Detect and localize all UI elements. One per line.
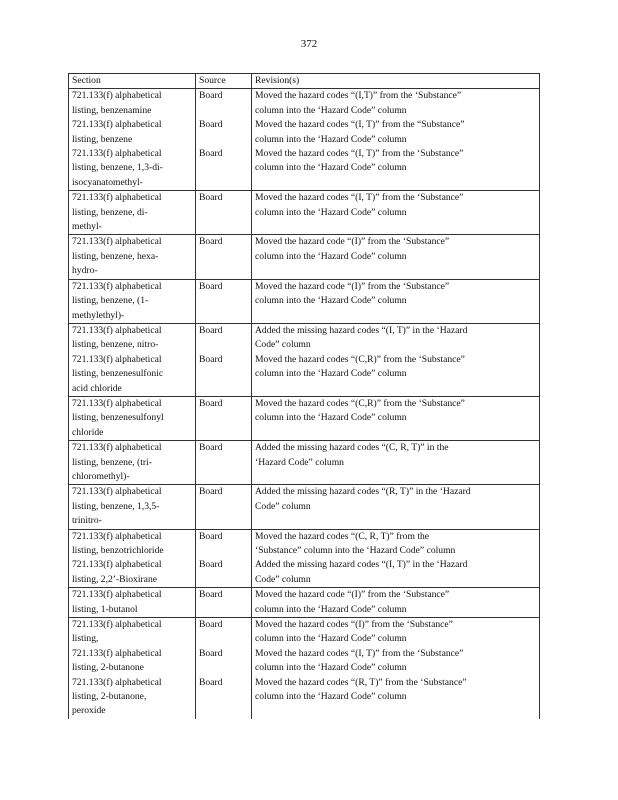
section-text: 721.133(f) alphabetical listing, benzene [72,119,162,145]
section-text: 721.133(f) alphabetical listing, [72,619,162,645]
revision-cell [252,485,540,529]
source-cell [196,676,252,719]
section-cell [69,441,196,485]
source-text: Board [199,280,223,292]
revision-text: Moved the hazard code “(I)” from the ‘Substance” column into the ‘Hazard Code” column [255,236,450,262]
revision-cell [252,191,540,235]
source-text: Board [199,589,223,601]
revision-cell [252,647,540,676]
section-text: 721.133(f) alphabetical listing, benzene, (1- methylethyl)- [72,280,162,321]
revision-text: Moved the hazard codes “(R, T)” from the ‘Substance” column into the ‘Hazard Code” column [255,676,467,703]
section-cell [69,485,196,529]
table-row [69,529,540,558]
table-row [69,89,540,118]
revision-cell [252,441,540,485]
column-header-revision: Revision(s) [252,74,540,89]
table-row [69,147,540,191]
section-text: 721.133(f) alphabetical listing, 2,2’-Bioxirane [72,559,162,585]
source-cell [196,191,252,235]
source-text: Board [199,353,223,365]
section-text: 721.133(f) alphabetical listing, 2-butanone, peroxide [72,676,162,717]
section-text: 721.133(f) alphabetical listing, 2-butanone [72,647,162,674]
revision-cell [252,558,540,587]
source-cell [196,279,252,323]
table-row [69,647,540,676]
source-text: Board [199,192,223,204]
source-cell [196,147,252,191]
revision-cell [252,588,540,618]
section-cell [69,396,196,440]
section-text: 721.133(f) alphabetical listing, benzene, (tri- chloromethyl)- [72,442,162,482]
section-cell [69,147,196,191]
table-row [69,588,540,618]
table-row [69,323,540,352]
source-text: Board [199,119,223,131]
revision-cell [252,323,540,352]
table-row [69,118,540,147]
revision-text: Moved the hazard code “(I)” from the ‘Substance” column into the ‘Hazard Code” column [255,589,450,615]
table-header-row [69,74,540,89]
revision-text: Moved the hazard codes “(I)” from the ‘Substance” column into the ‘Hazard Code” column [255,619,453,645]
revision-text: Moved the hazard codes “(I, T)” from the ‘Substance” column into the ‘Hazard Code” column [255,148,464,174]
source-text: Board [199,647,223,659]
revision-cell [252,147,540,191]
revision-cell [252,396,540,440]
revision-cell [252,618,540,647]
table-row [69,235,540,279]
revision-text: Added the missing hazard codes “(I, T)” in the ‘Hazard Code” column [255,324,468,351]
section-cell [69,618,196,647]
page-number: 372 [300,38,318,50]
source-cell [196,323,252,352]
section-cell [69,235,196,279]
revision-cell [252,89,540,118]
source-text: Board [199,486,223,498]
revision-text: Moved the hazard codes “(I, T)” from the “Substance” column into the ‘Hazard Code” column [255,119,465,145]
revision-text: Moved the hazard codes “(I, T)” from the ‘Substance” column into the ‘Hazard Code” column [255,647,464,674]
source-text: Board [199,148,223,160]
revision-text: Added the missing hazard codes “(I, T)” in the ‘Hazard Code” column [255,559,468,585]
revision-text: Moved the hazard codes “(I, T)” from the ‘Substance” column into the ‘Hazard Code” column [255,192,464,218]
table-row [69,191,540,235]
section-text: 721.133(f) alphabetical listing, benzotrichloride [72,530,164,556]
section-cell [69,647,196,676]
table-row [69,279,540,323]
section-text: 721.133(f) alphabetical listing, benzene, di- methyl- [72,192,162,233]
column-header-source: Source [196,74,252,89]
source-text: Board [199,324,223,336]
table-row [69,558,540,587]
source-text: Board [199,530,223,542]
section-text: 721.133(f) alphabetical listing, benzenesulfonyl chloride [72,397,164,438]
source-text: Board [199,559,223,571]
section-cell [69,353,196,397]
source-cell [196,647,252,676]
source-cell [196,441,252,485]
source-text: Board [199,236,223,248]
section-cell [69,191,196,235]
section-text: 721.133(f) alphabetical listing, benzene, 1,3-di- isocyanatomethyl- [72,148,163,188]
section-text: 721.133(f) alphabetical listing, benzenamine [72,90,162,116]
table-row [69,353,540,397]
section-text: 721.133(f) alphabetical listing, benzenesulfonic acid chloride [72,353,164,394]
revision-cell [252,279,540,323]
source-text: Board [199,676,223,688]
source-cell [196,118,252,147]
table-row [69,396,540,440]
revision-text: Moved the hazard codes “(I,T)” from the ‘Substance” column into the ‘Hazard Code” column [255,90,462,116]
section-cell [69,588,196,618]
section-cell [69,323,196,352]
revisions-table [68,73,540,719]
revision-text: Moved the hazard codes “(C, R, T)” from the ‘Substance” column into the ‘Hazard Code” column [255,530,456,556]
revision-text: Moved the hazard code “(I)” from the ‘Substance” column into the ‘Hazard Code” column [255,280,450,307]
revision-cell [252,529,540,558]
section-text: 721.133(f) alphabetical listing, 1-butanol [72,589,162,615]
section-cell [69,529,196,558]
revision-cell [252,235,540,279]
column-header-section: Section [69,74,196,89]
source-text: Board [199,90,223,102]
section-cell [69,676,196,719]
revision-text: Added the missing hazard codes “(R, T)” in the ‘Hazard Code” column [255,486,471,512]
source-cell [196,353,252,397]
source-cell [196,396,252,440]
section-text: 721.133(f) alphabetical listing, benzene, nitro- [72,324,162,351]
table-row [69,485,540,529]
source-cell [196,529,252,558]
table-row [69,441,540,485]
section-text: 721.133(f) alphabetical listing, benzene, hexa- hydro- [72,236,162,277]
source-text: Board [199,442,223,454]
section-cell [69,89,196,118]
revision-cell [252,676,540,719]
section-cell [69,118,196,147]
source-cell [196,235,252,279]
source-cell [196,558,252,587]
table-row [69,618,540,647]
revision-text: Added the missing hazard codes “(C, R, T)” in the ‘Hazard Code” column [255,442,449,468]
source-text: Board [199,397,223,409]
section-cell [69,558,196,587]
revision-text: Moved the hazard codes “(C,R)” from the ‘Substance” column into the ‘Hazard Code” column [255,397,465,424]
source-text: Board [199,619,223,631]
table-row [69,676,540,719]
revision-text: Moved the hazard codes “(C,R)” from the ‘Substance” column into the ‘Hazard Code” column [255,353,465,380]
source-cell [196,485,252,529]
revision-cell [252,353,540,397]
source-cell [196,89,252,118]
revision-cell [252,118,540,147]
section-text: 721.133(f) alphabetical listing, benzene, 1,3,5- trinitro- [72,486,162,527]
section-cell [69,279,196,323]
source-cell [196,618,252,647]
source-cell [196,588,252,618]
